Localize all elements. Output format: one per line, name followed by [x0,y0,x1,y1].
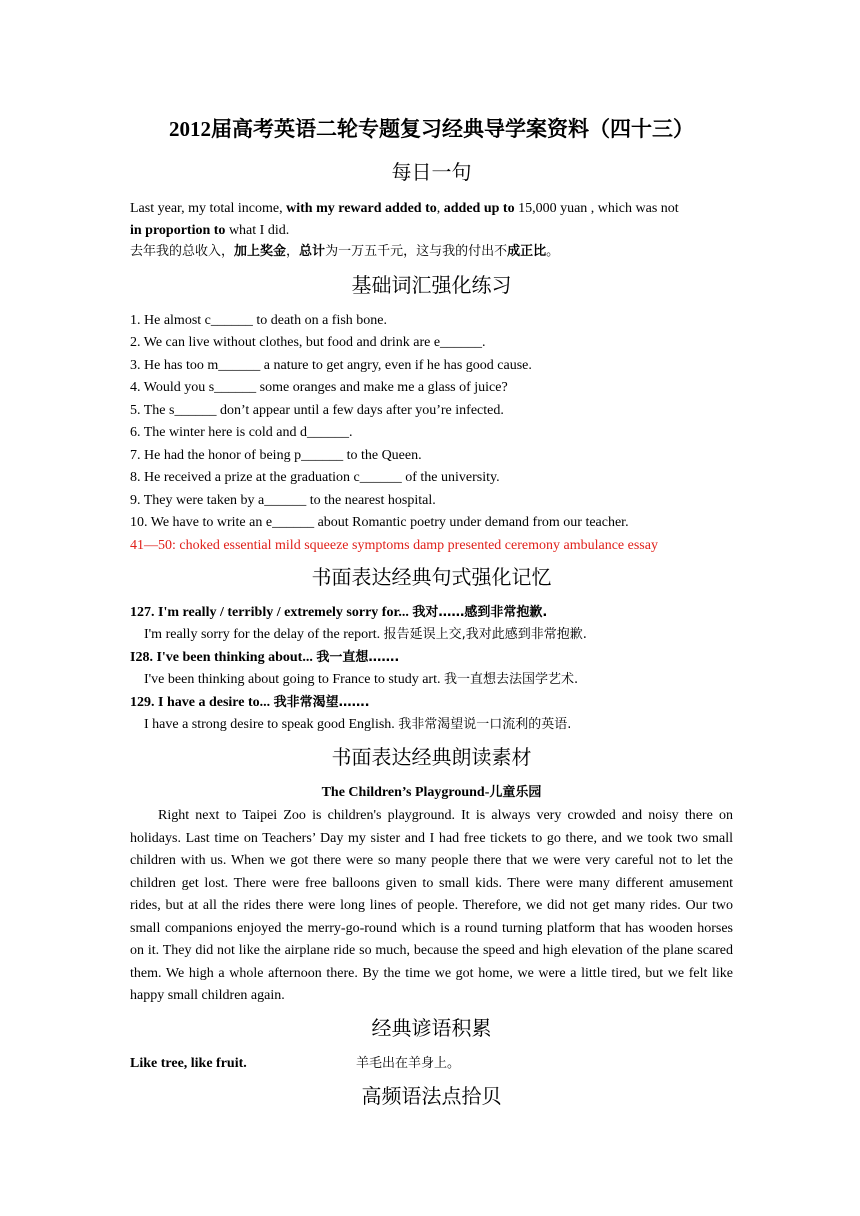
vocab-item: 4. Would you s______ some oranges and make me a glass of juice? [130,380,508,395]
vocab-item: 1. He almost c______ to death on a fish bone. [130,313,388,328]
vocab-item: 5. The s______ don’t appear until a few days after you’re infected. [130,403,504,418]
pattern-item: I28. I've been thinking about... 我一直想……. [130,650,400,665]
grammar-heading: 高频语法点拾贝 [361,1084,502,1108]
reading-heading: 书面表达经典朗读素材 [331,745,532,769]
patterns-heading: 书面表达经典句式强化记忆 [311,565,552,589]
vocab-item: 9. They were taken by a______ to the nearest hospital. [130,493,436,508]
vocab-item: 7. He had the honor of being p______ to the Queen. [130,448,422,463]
pattern-item: 129. I have a desire to... 我非常渴望……. [130,695,370,710]
vocab-item: 8. He received a prize at the graduation c______ of the university. [130,470,500,485]
daily-sentence-heading: 每日一句 [391,160,472,184]
document-title: 2012届高考英语二轮专题复习经典导学案资料（四十三） [169,117,694,141]
pattern-example: I have a strong desire to speak good English. 我非常渴望说一口流利的英语. [144,717,572,732]
pattern-example: I'm really sorry for the delay of the report. 报告延误上交,我对此感到非常抱歉. [144,627,587,642]
vocab-answers: 41—50: choked essential mild squeeze symptoms damp presented ceremony ambulance essay [130,538,658,553]
pattern-example: I've been thinking about going to France to study art. 我一直想去法国学艺术. [144,672,579,687]
vocab-heading: 基础词汇强化练习 [351,273,512,297]
vocab-item: 3. He has too m______ a nature to get angry, even if he has good cause. [130,358,532,373]
proverb-zh: 羊毛出在羊身上。 [356,1056,461,1071]
pattern-item: 127. I'm really / terribly / extremely sorry for... 我对……感到非常抱歉. [130,605,548,620]
daily-sentence-en-line1: Last year, my total income, with my reward added to, added up to 15,000 yuan , which was not [130,201,679,216]
proverbs-heading: 经典谚语积累 [371,1016,492,1040]
vocab-item: 2. We can live without clothes, but food and drink are e______. [130,335,486,350]
vocab-item: 6. The winter here is cold and d______. [130,425,353,440]
reading-paragraph: Right next to Taipei Zoo is children's playground. It is always very crowded and noisy there on holidays. Last time on Teachers’ Day my sister and I had free tickets to go there, and we took two small children with us. When we got there were so many people there that we were very careful not to let the children get lost. There were free balloons given to small kids. There were many different amusement rides, but at all the rides there were long lines of people. Therefore, we did not get many rides. Our two small companions enjoyed the merry-go-round which is a round turning platform that has wooden horses on it. They did not like the airplane ride so much, because the speed and high elevation of the plane scared them. We high a whole afternoon there. By the time we got home, we were a little tired, but we felt like happy small children again. [130,808,733,1003]
proverb-row [130,1053,733,1075]
daily-sentence-zh: 去年我的总收入，加上奖金，总计为一万五千元，这与我的付出不成正比。 [130,244,560,259]
proverb-en: Like tree, like fruit. [130,1056,247,1071]
vocab-item: 10. We have to write an e______ about Romantic poetry under demand from our teacher. [130,515,629,530]
reading-subtitle: The Children’s Playground-儿童乐园 [321,785,542,800]
daily-sentence-en-line2: in proportion to what I did. [130,223,290,238]
